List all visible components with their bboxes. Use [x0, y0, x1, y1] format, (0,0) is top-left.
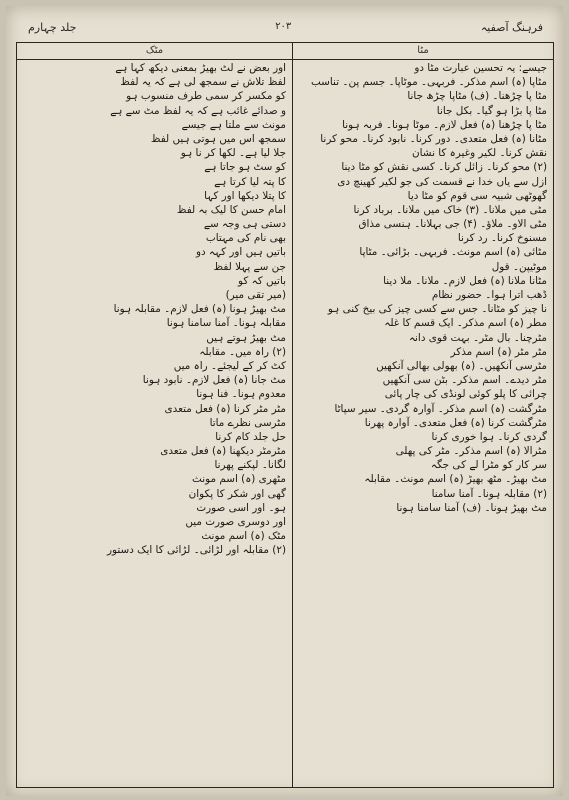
text-line: مٹ بھیڑ ہونا۔ (ف) آمنا سامنا ہونا: [396, 501, 547, 514]
text-line: مٹرسی نظرے ماتا: [209, 416, 286, 429]
text-line: مٹ بھیڑ ہوتے ہیں: [206, 331, 286, 344]
text-line: مٹانا ملانا (ہ) فعل لازم۔ ملانا۔ ملا دینا: [383, 274, 547, 287]
text-line: مٹرچنا۔ بال مٹر۔ بہت قوی دانہ: [408, 331, 547, 344]
text-line: باتیں ہیں اور کہہ دو: [195, 246, 286, 259]
text-frame: [16, 42, 554, 788]
text-line: مٹا پا چڑھنا (ہ) فعل لازم۔ موٹا ہونا۔ فربہ ہونا: [342, 118, 547, 131]
column-divider: [292, 43, 293, 787]
text-line: مٹر مٹر کرنا (ہ) فعل متعدی: [164, 402, 286, 415]
text-line: بھی نام کی مہتاب: [205, 232, 286, 245]
text-line: (۲) محو کرنا۔ زائل کرنا۔ کسی نقش کو مٹا دینا: [341, 161, 547, 174]
text-line: مٹرمٹر دیکھنا (ہ) فعل متعدی: [160, 445, 286, 458]
text-line: چرائی کا پلو کوئی لونڈی کی چار پائی: [384, 388, 547, 401]
text-line: لفظ تلاش نے سمجھ لی ہے کہ یہ لفظ: [120, 76, 286, 89]
text-line: کو سٹ ہو جاتا ہے: [204, 161, 286, 174]
text-line: جلا لیا ہے۔ لکھا کر نا ہو: [180, 147, 286, 160]
left-column: [19, 61, 290, 781]
text-line: باتیں کہ کو: [238, 274, 286, 287]
right-column: [295, 61, 551, 781]
text-line: مٹا پا چڑھنا۔ (ف) مٹاپا چڑھ جانا: [407, 90, 547, 103]
text-line: مٹرگشت کرنا (ہ) فعل متعدی۔ آوارہ پھرنا: [364, 416, 547, 429]
text-line: مٹائی (ہ) اسم مونث۔ فربہی۔ بڑائی۔ مٹاپا: [359, 246, 547, 259]
text-line: و صدائے غائب ہے کہ یہ لفظ مٹ سے ہے: [110, 104, 286, 117]
text-line: مٹ جانا (ہ) فعل لازم۔ نابود ہونا: [142, 374, 286, 387]
text-line: مٹا پا بڑا ہو گیا۔ بکل جانا: [436, 104, 547, 117]
text-line: دستی ہی وجہ سے: [203, 218, 286, 231]
text-line: اور بعض نے لٹ بھیڑ بمعنی دیکھ کہا ہے: [115, 62, 286, 74]
text-line: مونث سے ملتا ہے جیسے: [181, 118, 286, 131]
text-line: کو مکسر کر سمی طرف منسوب ہو: [126, 90, 286, 103]
text-line: مسنوخ کرنا۔ رد کرنا: [457, 232, 547, 245]
text-line: مٹرگشت (ہ) اسم مذکر۔ آوارہ گردی۔ سیر سپاٹا: [334, 402, 547, 415]
text-line: مٹھری (ہ) اسم مونث: [192, 473, 286, 486]
text-line: معدوم ہونا۔ فنا ہونا: [196, 388, 286, 401]
text-line: جن سے پہلا لفظ: [213, 260, 286, 273]
text-line: گردی کرنا۔ ہوا خوری کرنا: [431, 430, 547, 443]
text-line: موٹیپن۔ قول: [491, 260, 547, 273]
text-line: مٹاپا (ہ) اسم مذکر۔ فربہی۔ موٹاپا۔ جسم پن۔ تناسب: [310, 76, 547, 89]
text-line: مطر (ہ) اسم مذکر۔ ایک قسم کا غلہ: [384, 317, 547, 330]
text-line: کا پتہ لیا کرتا ہے: [214, 175, 286, 188]
text-line: حل جلد کام کرنا: [215, 430, 286, 443]
left-column-heading: مٹک: [17, 43, 292, 60]
text-line: مٹ بھیڑ۔ مٹھ بھیڑ (ہ) اسم مونث۔ مقابلہ: [364, 473, 547, 486]
text-line: ہو۔ اور اسی صورت: [196, 501, 286, 514]
document-page: [6, 6, 563, 796]
page-number: ۲۰۳: [275, 21, 292, 32]
text-line: جیسے: یہ تحسین عبارت مٹا دو: [414, 62, 547, 74]
text-line: گھی اور شکر کا پکوان: [188, 487, 286, 500]
text-line: (۲) مقابلہ اور لڑائی۔ لڑائی کا ایک دستور: [107, 544, 286, 557]
running-title: فرہنگ آصفیہ: [480, 21, 543, 34]
text-line: سر کار کو مٹرا لے کی جگہ: [430, 459, 547, 472]
text-line: مٹ بھیڑ ہونا (ہ) فعل لازم۔ مقابلہ ہونا: [113, 303, 286, 316]
text-line: نقش کرنا۔ لکیر وغیرہ کا نشان: [412, 147, 547, 160]
text-line: مٹی الاو۔ ملاؤ۔ (۴) جی بہلانا۔ ہنسی مذاق: [358, 218, 547, 231]
text-line: مٹر دیدے۔ اسم مذکر۔ بٹن سی آنکھیں: [382, 374, 547, 387]
text-line: (۲) راہ میں۔ مقابلہ: [199, 345, 286, 358]
text-line: (میر تقی میر): [225, 289, 286, 301]
text-line: (۲) مقابلہ ہونا۔ آمنا سامنا: [431, 487, 547, 500]
text-line: ازل سے یاں خدا نے قسمت کی جو لکیر کھینچ دی: [337, 175, 547, 188]
text-line: ڈھب اترا ہوا۔ حضور نظام: [431, 289, 547, 301]
text-line: مٹی میں ملانا۔ (۳) خاک میں ملانا۔ برباد کرنا: [353, 203, 547, 216]
text-line: مقابلہ ہونا۔ آمنا سامنا ہونا: [166, 317, 286, 330]
right-column-heading: مٹا: [293, 43, 553, 60]
text-line: سمجھ اس میں ہوتی ہیں لفظ: [150, 132, 286, 145]
text-line: مٹانا (ہ) فعل متعدی۔ دور کرنا۔ نابود کرنا۔ محو کرنا: [320, 132, 547, 145]
text-line: گھوٹھی شبیہ سی قوم کو مٹا دیا: [407, 189, 547, 202]
text-line: نا چیز کو مٹانا۔ جس سے کسی چیز کی بیخ کنی ہو: [327, 303, 547, 316]
text-line: مٹرسی آنکھیں۔ (ہ) بھولی بھالی آنکھیں: [376, 359, 547, 372]
text-line: امام حسن کا لیک بہ لفظ: [176, 203, 286, 216]
text-line: مٹک (ہ) اسم مونث: [201, 530, 286, 543]
text-line: مٹر مٹر (ہ) اسم مذکر: [450, 345, 547, 358]
text-line: مٹرالا (ہ) اسم مذکر۔ مٹر کی پھلی: [395, 445, 547, 458]
volume-label: جلد چہارم: [28, 21, 77, 34]
page-header: [28, 18, 543, 42]
text-line: کٹ کر کے لیجئے۔ راہ میں: [173, 359, 286, 372]
text-line: لگانا۔ لپکنے پھرنا: [214, 459, 286, 472]
text-line: اور دوسری صورت میں: [185, 516, 286, 528]
text-line: کا پتلا دیکھا اور کہا: [204, 189, 286, 202]
